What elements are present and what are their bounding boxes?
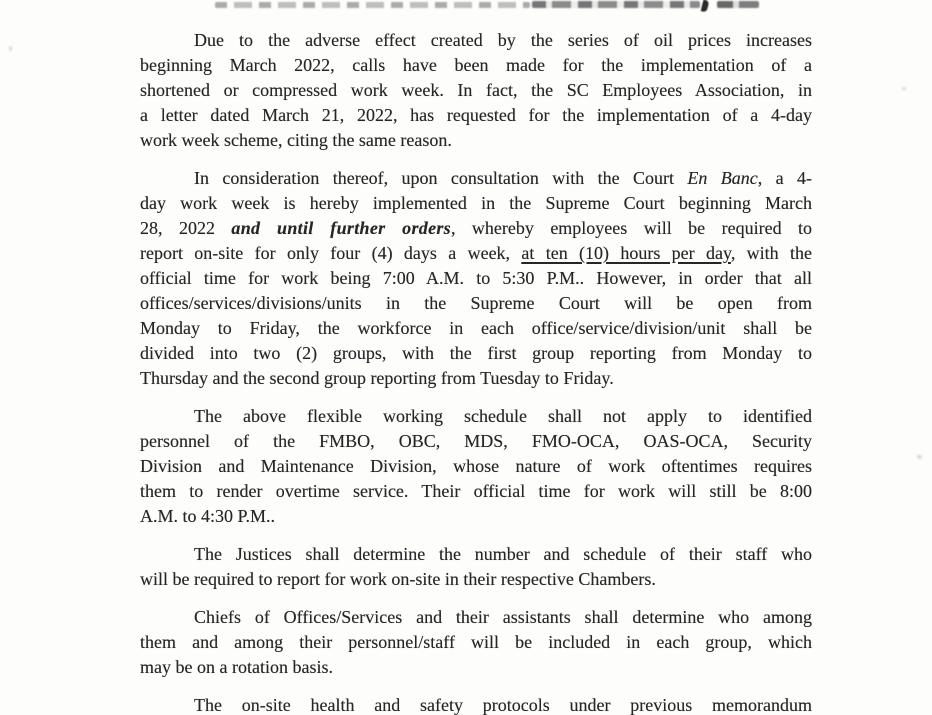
text-segment: divided into two (2) groups, with the first group reporting from Monday to: [140, 343, 812, 363]
text-segment: work week scheme, citing the same reason.: [140, 130, 452, 150]
text-line: [140, 216, 812, 241]
text-segment: official time for work being 7:00 A.M. to 5:30 P.M.. However, in order that all: [140, 268, 812, 288]
paragraph: [140, 542, 812, 592]
text-line: [140, 128, 812, 153]
text-line: [140, 316, 812, 341]
text-line: [140, 693, 812, 715]
text-segment: a letter dated March 21, 2022, has requested for the implementation of a 4-day: [140, 105, 812, 125]
paragraph: [140, 693, 812, 715]
text-line: [140, 78, 812, 103]
text-segment: The on-site health and safety protocols under previous memorandum: [194, 695, 812, 715]
text-line: [140, 53, 812, 78]
text-segment: them and among their personnel/staff will be included in each group, which: [140, 632, 812, 652]
text-segment: may be on a rotation basis.: [140, 657, 333, 677]
text-line: [140, 241, 812, 266]
paragraph: [140, 166, 812, 391]
paragraph: [140, 28, 812, 153]
text-segment: beginning March 2022, calls have been made for the implementation of a: [140, 55, 812, 75]
text-line: [140, 605, 812, 630]
text-line: [140, 191, 812, 216]
text-segment: shortened or compressed work week. In fact, the SC Employees Association, in: [140, 80, 812, 100]
text-segment: personnel of the FMBO, OBC, MDS, FMO-OCA, OAS-OCA, Security: [140, 431, 812, 451]
text-segment: The Justices shall determine the number and schedule of their staff who: [194, 544, 812, 564]
text-line: [140, 630, 812, 655]
underlined-text: at ten (10) hours per day: [521, 243, 731, 263]
text-line: [140, 404, 812, 429]
text-segment: Thursday and the second group reporting from Tuesday to Friday.: [140, 368, 614, 388]
text-fragment: [532, 1, 700, 8]
text-line: [140, 504, 812, 529]
scan-speck: [917, 455, 922, 459]
scan-speck: [902, 87, 906, 90]
text-segment: , with the: [730, 243, 812, 263]
bold-italic-text: and until further orders: [231, 218, 451, 238]
text-segment: will be required to report for work on-site in their respective Chambers.: [140, 569, 656, 589]
text-segment: Chiefs of Offices/Services and their assistants shall determine who among: [194, 607, 812, 627]
text-line: [140, 454, 812, 479]
text-line: [140, 542, 812, 567]
text-segment: 28, 2022: [140, 218, 232, 238]
document-body: [140, 28, 812, 715]
text-line: [140, 291, 812, 316]
text-segment: day work week is hereby implemented in the Supreme Court beginning March: [140, 193, 812, 213]
text-line: [140, 103, 812, 128]
text-line: [140, 166, 812, 191]
text-segment: report on-site for only four (4) days a week,: [140, 243, 522, 263]
text-line: [140, 655, 812, 680]
comma-fragment: [701, 0, 710, 13]
paragraph: [140, 605, 812, 680]
text-fragment: [717, 1, 759, 8]
text-segment: , whereby employees will be required to: [450, 218, 812, 238]
text-line: [140, 341, 812, 366]
scan-speck: [9, 46, 12, 51]
text-segment: , a 4-: [757, 168, 812, 188]
text-line: [140, 266, 812, 291]
text-line: [140, 567, 812, 592]
text-segment: Monday to Friday, the workforce in each office/service/division/unit shall be: [140, 318, 812, 338]
italic-text: En Banc: [687, 168, 758, 188]
text-line: [140, 366, 812, 391]
text-segment: A.M. to 4:30 P.M..: [140, 506, 276, 526]
text-fragment: [215, 2, 530, 8]
text-segment: The above flexible working schedule shall not apply to identified: [194, 406, 812, 426]
text-segment: them to render overtime service. Their official time for work will still be 8:00: [140, 481, 812, 501]
paragraph: [140, 404, 812, 529]
text-segment: In consideration thereof, upon consultation with the Court: [194, 168, 688, 188]
text-segment: Due to the adverse effect created by the series of oil prices increases: [194, 30, 812, 50]
text-segment: offices/services/divisions/units in the Supreme Court will be open from: [140, 293, 812, 313]
text-line: [140, 479, 812, 504]
text-segment: Division and Maintenance Division, whose nature of work oftentimes requires: [140, 456, 812, 476]
clipped-top-text-line: [0, 0, 932, 14]
text-line: [140, 429, 812, 454]
text-line: [140, 28, 812, 53]
